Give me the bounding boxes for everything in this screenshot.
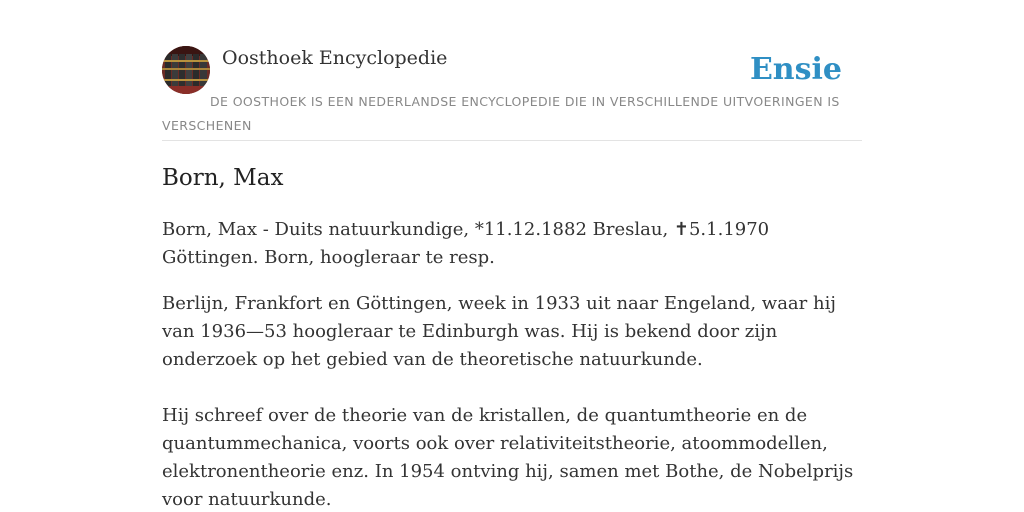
brand-logo[interactable]: Ensie [749,52,842,87]
article-paragraph: Born, Max - Duits natuurkundige, *11.12.1882 Breslau, ✝5.1.1970 Göttingen. Born, hoogleraar te resp. [162,219,770,268]
site-name[interactable]: Oosthoek Encyclopedie [222,47,448,69]
article-paragraph: Hij schreef over de theorie van de kristallen, de quantumtheorie en de quantummechanica, voorts ook over relativiteitstheorie, atoommodellen, elektronentheorie enz. In 1954 ontving hij, samen met Bothe, de Nobelprijs voor natuurkunde. [162,405,854,510]
article-title: Born, Max [162,165,284,191]
article [162,160,862,512]
article-paragraph: Berlijn, Frankfort en Göttingen, week in 1933 uit naar Engeland, waar hij van 1936—53 hoogleraar te Edinburgh was. Hij is bekend door zijn onderzoek op het gebied van de theoretische natuurkunde. [162,293,836,370]
site-header [162,46,862,141]
site-tagline: DE OOSTHOEK IS EEN NEDERLANDSE ENCYCLOPEDIE DIE IN VERSCHILLENDE UITVOERINGEN IS VERSCHENEN [162,94,840,133]
bookshelf-avatar-icon[interactable] [162,46,210,94]
